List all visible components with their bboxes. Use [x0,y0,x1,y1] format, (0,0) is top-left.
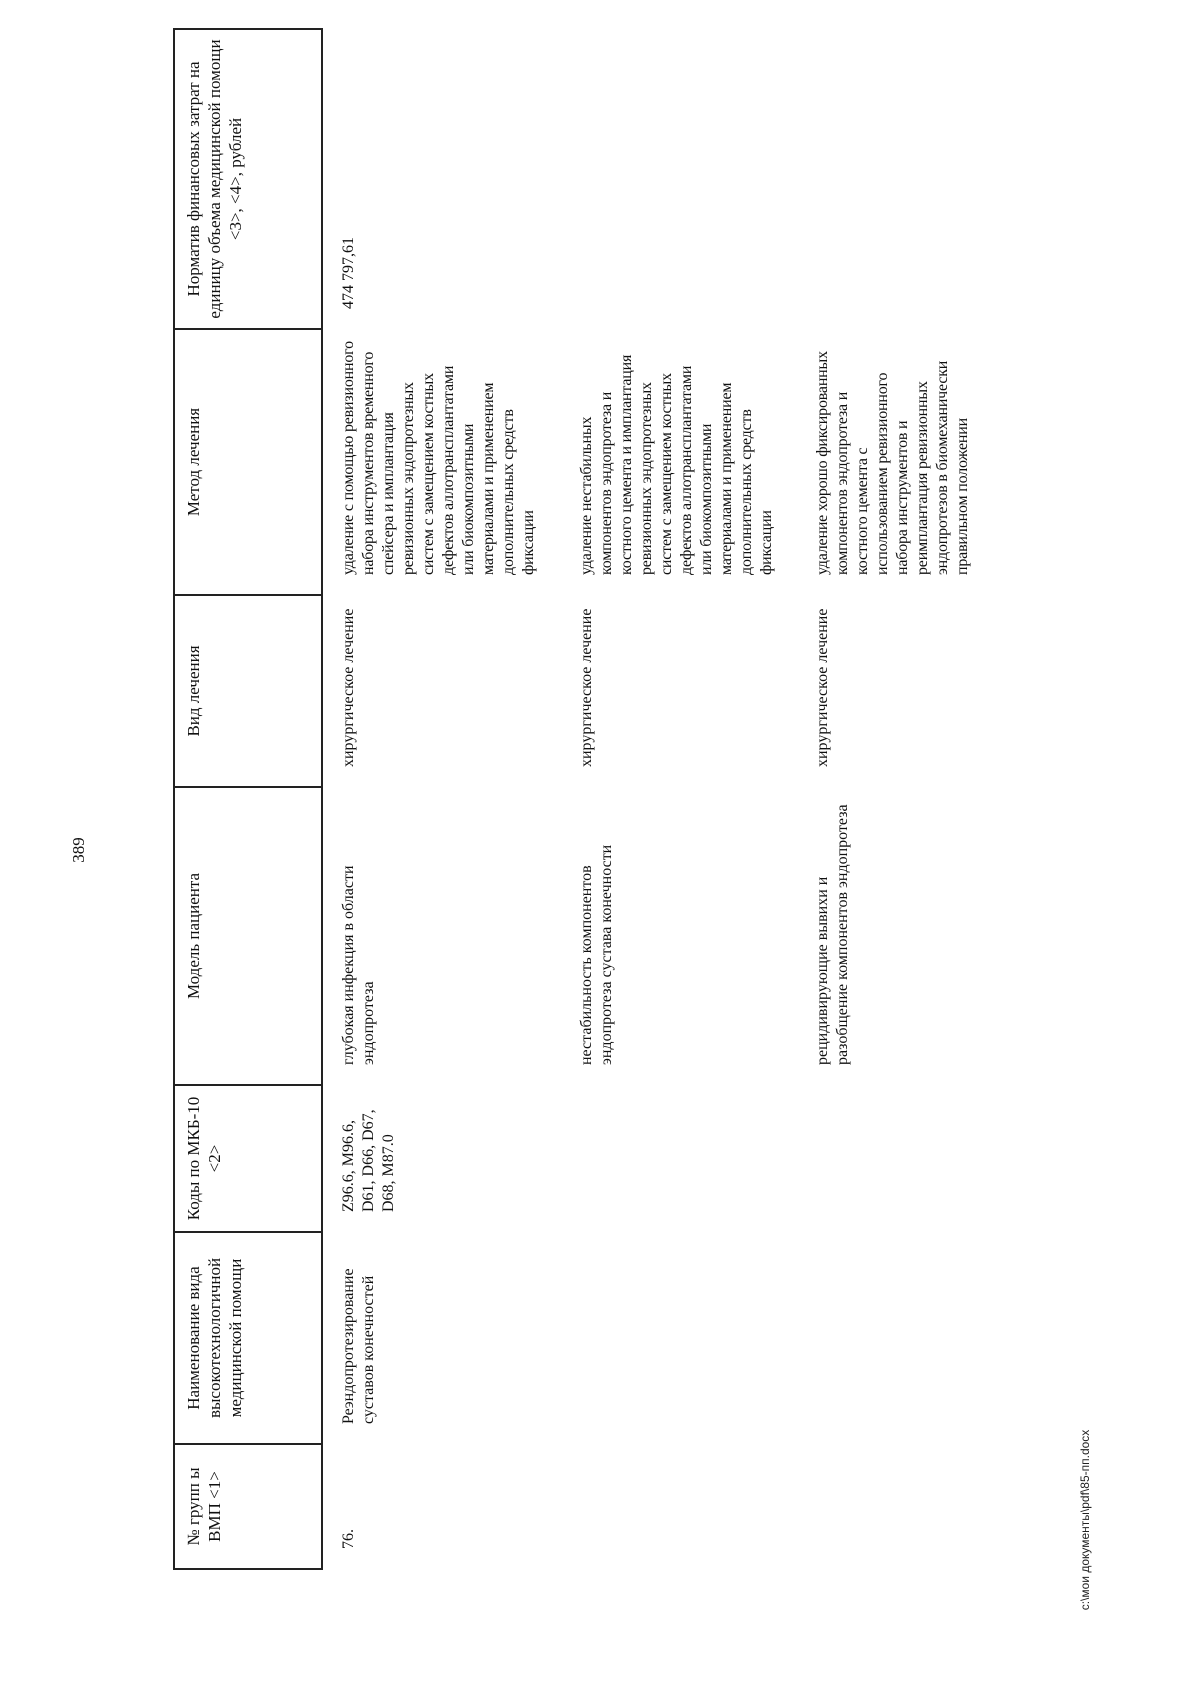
footer-file-path: c:\мои документы\pdf\85-пп.docx [1078,1429,1092,1611]
vmp-table [173,28,1003,1570]
header-vmp-name: Наименование вида высокотехнологичной медицинской помощи [174,1232,322,1444]
rotated-table-container [173,30,993,1570]
cell-treatment-type: хирургическое лечение [814,608,831,767]
table-row [573,29,813,1569]
cell-group-number [573,1444,813,1569]
table-header-row [174,29,322,1569]
header-treatment-type: Вид лечения [174,595,322,787]
table-row [322,29,573,1569]
page-number: 389 [69,837,88,863]
cell-cost-standard [573,29,813,329]
cell-patient-model: глубокая инфекция в области эндопротеза [340,865,377,1065]
cell-group-number: 76. [340,1529,357,1549]
header-group-number: № групп ы ВМП <1> [174,1444,322,1569]
cell-icd-codes [813,1085,1003,1232]
cell-patient-model: нестабильность компонентов эндопротеза сустава конечности [578,844,615,1065]
cell-icd-codes: Z96.6, M96.6, D61, D66, D67, D68, M87.0 [340,1109,397,1212]
header-cost-standard: Норматив финансовых затрат на единицу объема медицинской помощи <3>, <4>, рублей [174,29,322,329]
cell-cost-standard: 474 797,61 [340,237,357,309]
header-patient-model: Модель пациента [174,787,322,1085]
cell-vmp-name: Реэндопротезирование суставов конечностей [340,1268,377,1424]
cell-treatment-type: хирургическое лечение [578,608,595,767]
cell-vmp-name [573,1232,813,1444]
header-treatment-method: Метод лечения [174,329,322,595]
cell-group-number [813,1444,1003,1569]
cell-icd-codes [573,1085,813,1232]
cell-treatment-type: хирургическое лечение [340,608,357,767]
table-row [813,29,1003,1569]
cell-vmp-name [813,1232,1003,1444]
header-icd-codes: Коды по МКБ-10 <2> [174,1085,322,1232]
cell-cost-standard [813,29,1003,329]
cell-treatment-method: удаление с помощью ревизионного набора инструментов временного спейсера и имплантация ревизионных эндопротезных систем с замещением костных дефектов аллотрансплантатами или биокомпозитными материалами и применением дополнительных средств фиксации [340,341,537,575]
cell-treatment-method: удаление нестабильных компонентов эндопротеза и костного цемента и имплантация ревизионных эндопротезных систем с замещением костных дефектов аллотрансплантатами или биокомпозитными материалами и применением дополнительных средств фиксации [578,354,775,575]
cell-patient-model: рецидивирующие вывихи и разобщение компонентов эндопротеза [814,804,851,1065]
cell-treatment-method: удаление хорошо фиксированных компонентов эндопротеза и костного цемента с использованием ревизионного набора инструментов и реимплантация ревизионных эндопротезов в биомеханически правильном положении [814,351,971,575]
